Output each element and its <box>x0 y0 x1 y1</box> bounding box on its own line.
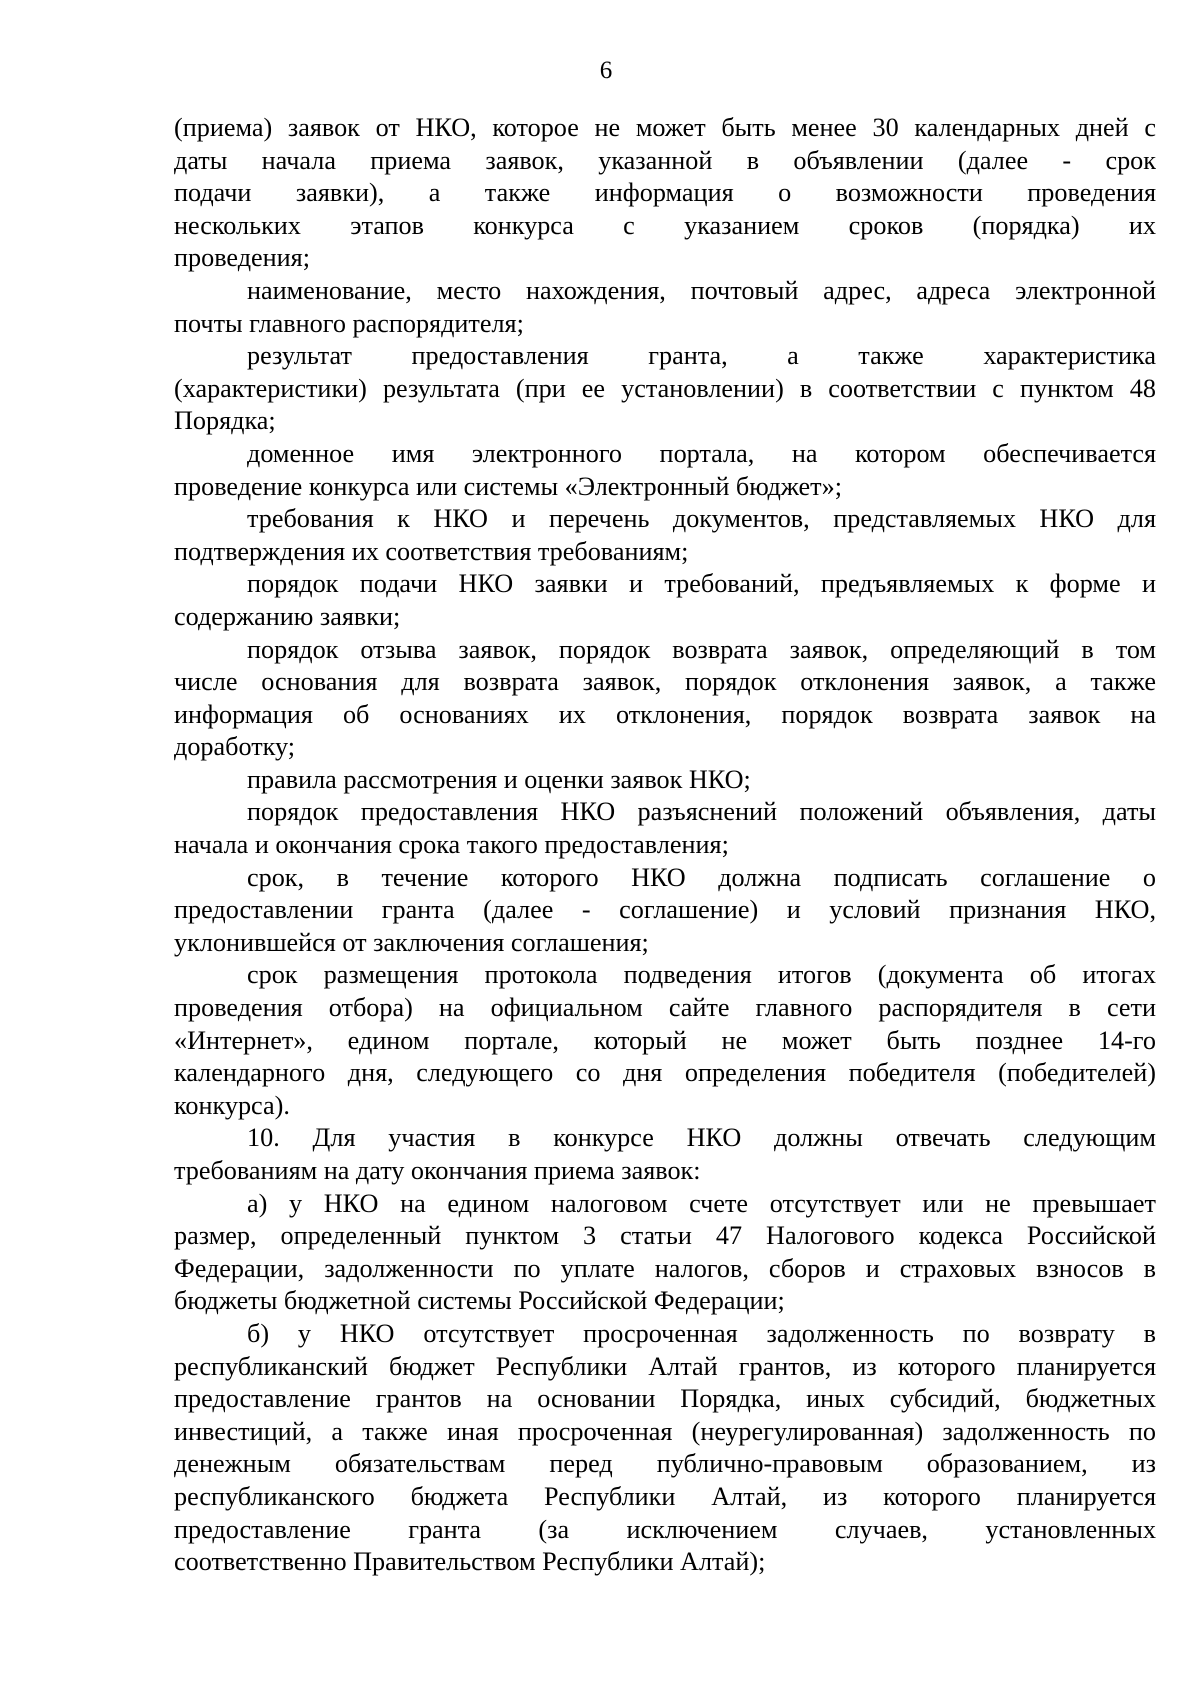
text-line: предоставление грантов на основании Порядка, иных субсидий, бюджетных <box>174 1384 1156 1414</box>
text-line: инвестиций, а также иная просроченная (неурегулированная) задолженность по <box>174 1416 1156 1446</box>
text-line: 10. Для участия в конкурсе НКО должны отвечать следующим <box>247 1123 1156 1153</box>
document-body <box>174 112 1156 1579</box>
text-line: республиканский бюджет Республики Алтай грантов, из которого планируется <box>174 1351 1156 1381</box>
text-line: требования к НКО и перечень документов, представляемых НКО для <box>247 504 1156 534</box>
text-line: результат предоставления гранта, а также характеристика <box>247 341 1156 371</box>
text-line: календарного дня, следующего со дня определения победителя (победителей) <box>174 1058 1156 1088</box>
text-line: числе основания для возврата заявок, порядок отклонения заявок, а также <box>174 667 1156 697</box>
text-line: предоставлении гранта (далее - соглашение) и условий признания НКО, <box>174 895 1156 925</box>
text-line: наименование, место нахождения, почтовый адрес, адреса электронной <box>247 275 1156 305</box>
text-line: бюджеты бюджетной системы Российской Федерации; <box>174 1286 785 1316</box>
text-line: а) у НКО на едином налоговом счете отсутствует или не превышает <box>247 1188 1156 1218</box>
text-line: правила рассмотрения и оценки заявок НКО; <box>247 764 751 794</box>
text-line: б) у НКО отсутствует просроченная задолженность по возврату в <box>247 1318 1156 1348</box>
text-line: порядок отзыва заявок, порядок возврата заявок, определяющий в том <box>247 634 1156 664</box>
text-line: проведение конкурса или системы «Электронный бюджет»; <box>174 471 842 501</box>
text-line: срок размещения протокола подведения итогов (документа об итогах <box>247 960 1156 990</box>
text-line: республиканского бюджета Республики Алтай, из которого планируется <box>174 1481 1156 1511</box>
text-line: требованиям на дату окончания приема заявок: <box>174 1156 701 1185</box>
text-line: подтверждения их соответствия требованиям; <box>174 536 689 566</box>
text-line: даты начала приема заявок, указанной в объявлении (далее - срок <box>174 145 1156 175</box>
text-line: проведения; <box>174 243 310 273</box>
text-line: доработку; <box>174 732 296 762</box>
text-line: (характеристики) результата (при ее установлении) в соответствии с пунктом 48 <box>174 373 1156 403</box>
text-line: нескольких этапов конкурса с указанием сроков (порядка) их <box>174 210 1156 240</box>
text-line: уклонившейся от заключения соглашения; <box>174 927 649 957</box>
text-line: проведения отбора) на официальном сайте главного распорядителя в сети <box>174 993 1156 1023</box>
text-line: информация об основаниях их отклонения, порядок возврата заявок на <box>174 699 1156 729</box>
text-line: «Интернет», едином портале, который не может быть позднее 14-го <box>174 1025 1156 1055</box>
text-line: содержанию заявки; <box>174 601 401 631</box>
text-line: Федерации, задолженности по уплате налогов, сборов и страховых взносов в <box>174 1253 1156 1283</box>
text-line: Порядка; <box>174 406 276 436</box>
text-line: срок, в течение которого НКО должна подписать соглашение о <box>247 862 1156 892</box>
text-line: начала и окончания срока такого предоставления; <box>174 830 729 860</box>
text-line: соответственно Правительством Республики Алтай); <box>174 1547 766 1577</box>
page-number: 6 <box>599 57 613 84</box>
text-line: почты главного распорядителя; <box>174 308 524 338</box>
text-line: денежным обязательствам перед публично-правовым образованием, из <box>174 1449 1156 1479</box>
text-line: (приема) заявок от НКО, которое не может быть менее 30 календарных дней с <box>174 113 1156 142</box>
text-line: подачи заявки), а также информация о возможности проведения <box>174 178 1156 208</box>
text-line: размер, определенный пунктом 3 статьи 47 Налогового кодекса Российской <box>174 1221 1156 1251</box>
text-line: порядок предоставления НКО разъяснений положений объявления, даты <box>247 797 1156 827</box>
text-line: предоставление гранта (за исключением случаев, установленных <box>174 1514 1156 1544</box>
text-line: порядок подачи НКО заявки и требований, предъявляемых к форме и <box>247 569 1156 599</box>
text-line: конкурса). <box>174 1090 290 1120</box>
text-line: доменное имя электронного портала, на котором обеспечивается <box>247 438 1156 468</box>
